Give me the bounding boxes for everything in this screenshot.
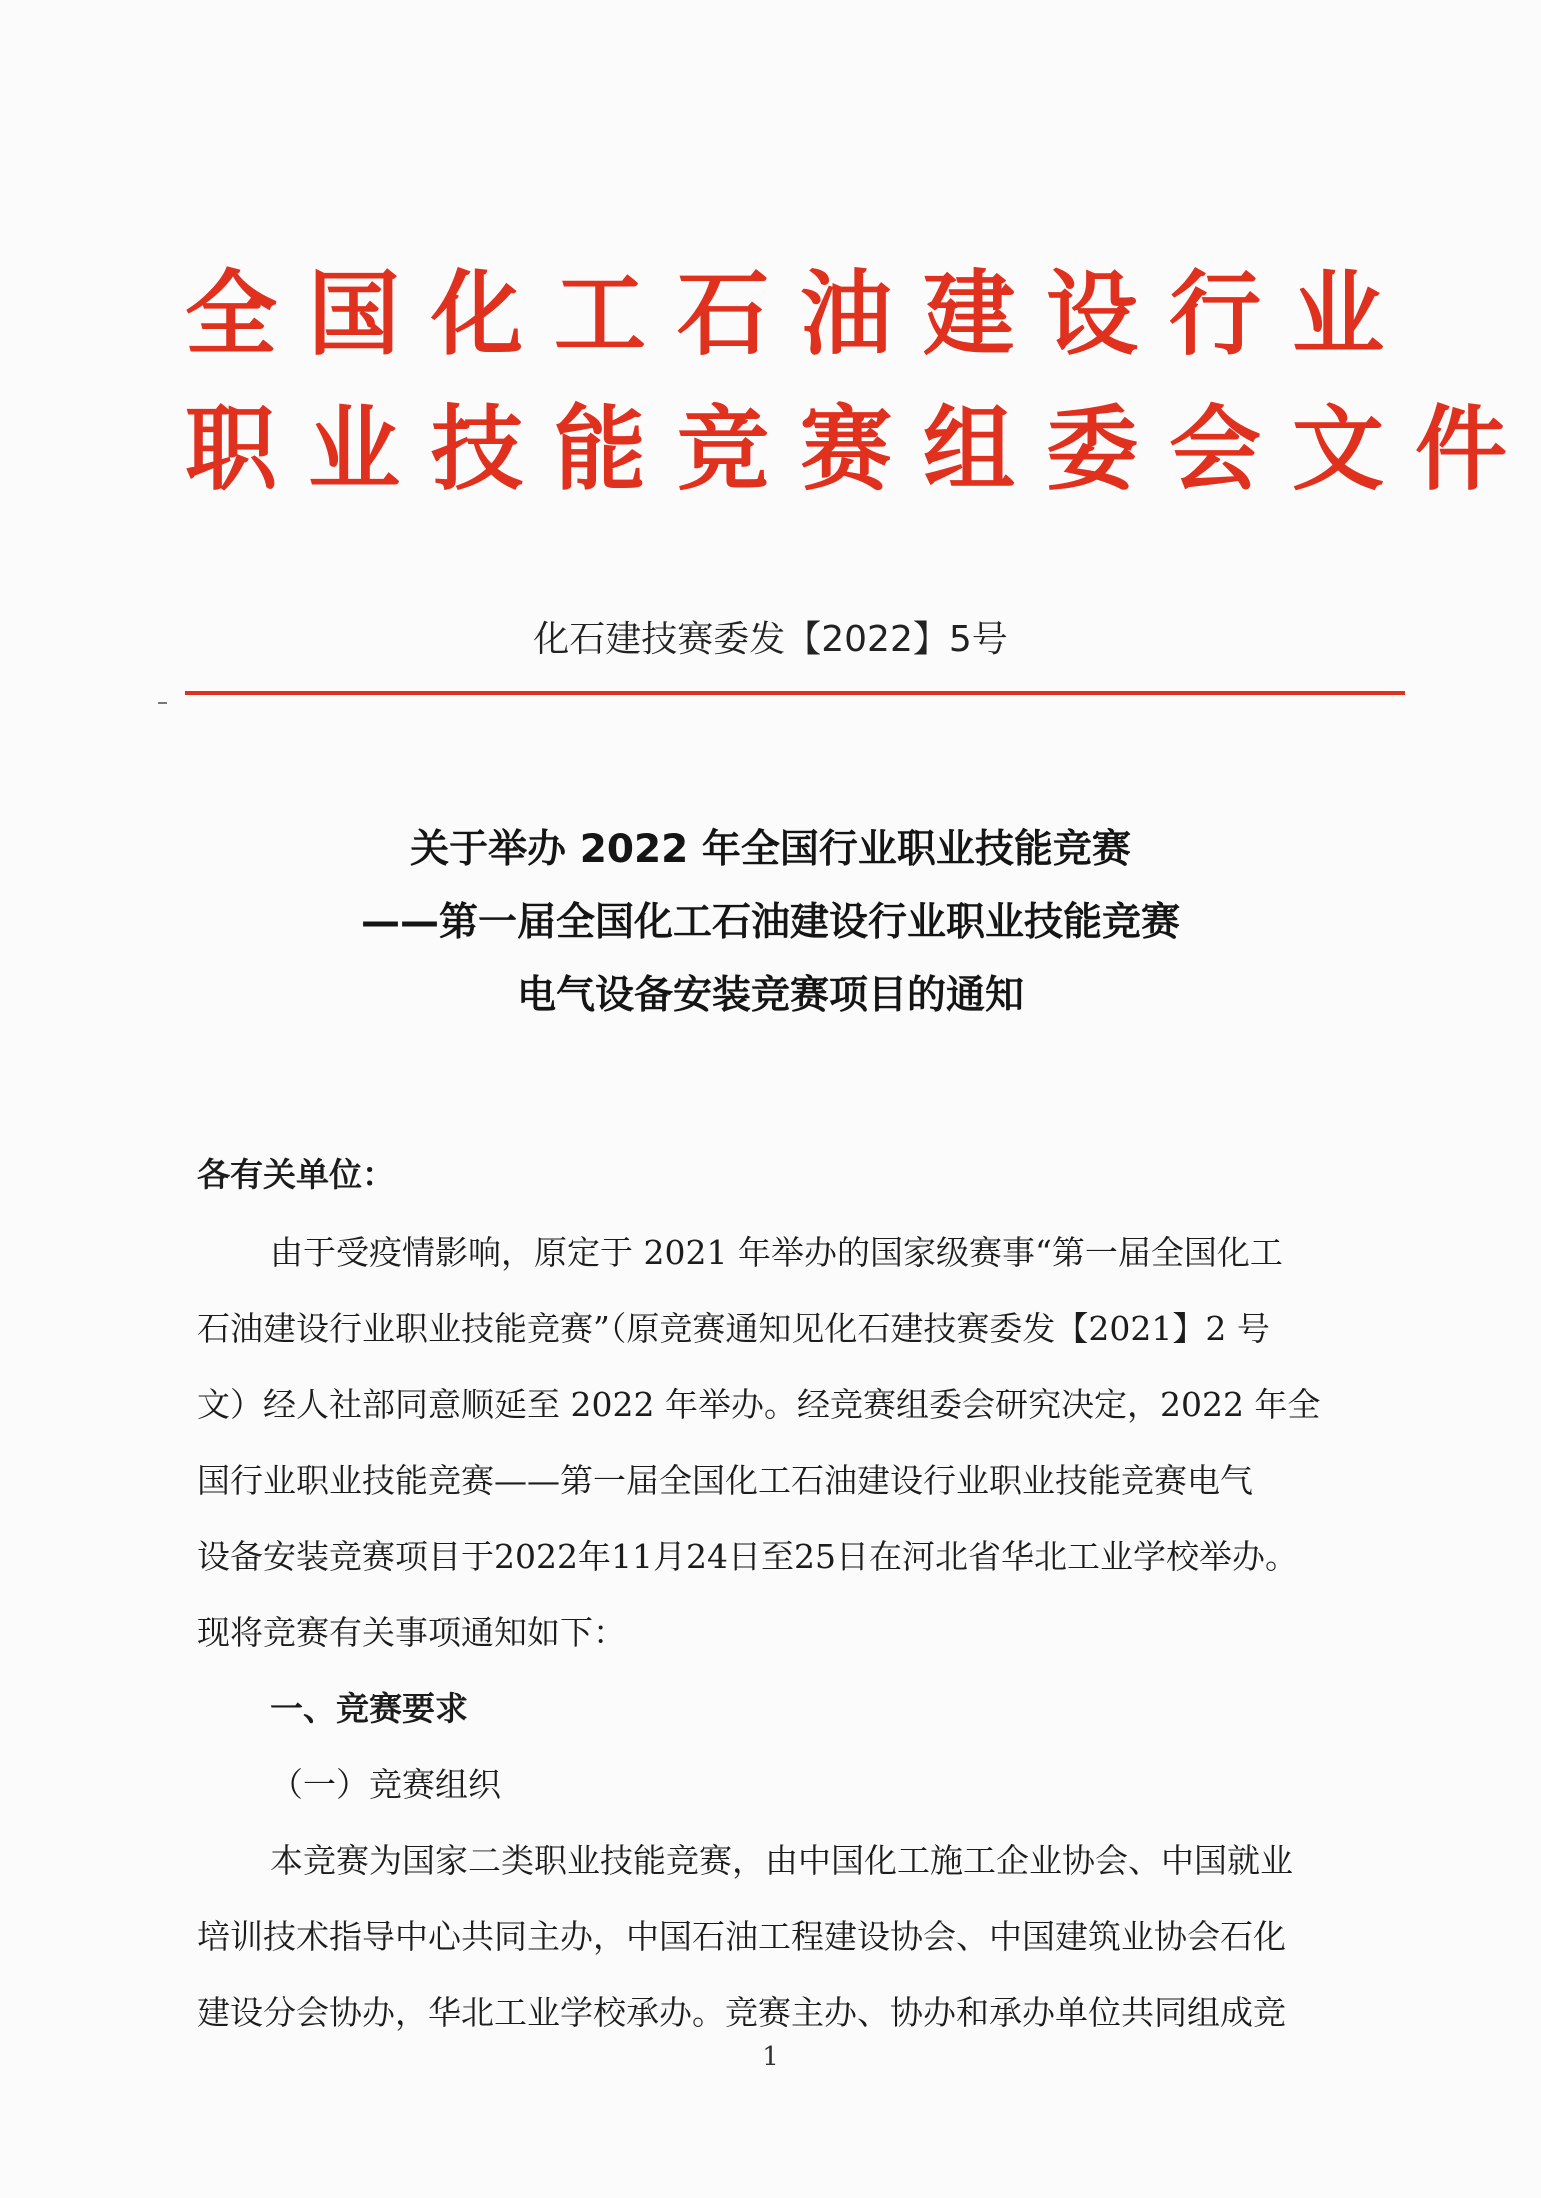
document-number: 化石建技赛委发【2022】5号 <box>533 619 1008 660</box>
page-number: 1 <box>762 2042 779 2072</box>
org-header-line-2: 职业技能竞赛组委会文件 <box>185 396 1539 503</box>
body-line: 石油建设行业职业技能竞赛”（原竞赛通知见化石建技赛委发【2021】2 号 <box>197 1309 1270 1348</box>
body-line: 设备安装竞赛项目于2022年11月24日至25日在河北省华北工业学校举办。 <box>197 1537 1298 1576</box>
salutation: 各有关单位： <box>197 1155 395 1194</box>
body-line: 文）经人社部同意顺延至 2022 年举办。经竞赛组委会研究决定，2022 年全 <box>197 1385 1321 1424</box>
body-line: 培训技术指导中心共同主办，中国石油工程建设协会、中国建筑业协会石化 <box>197 1917 1286 1956</box>
body-line: 建设分会协办，华北工业学校承办。竞赛主办、协办和承办单位共同组成竞 <box>197 1993 1286 2032</box>
section-heading: 一、竞赛要求 <box>270 1689 468 1728</box>
body-line: 本竞赛为国家二类职业技能竞赛，由中国化工施工企业协会、中国就业 <box>270 1841 1293 1880</box>
body-line: 由于受疫情影响，原定于 2021 年举办的国家级赛事“第一届全国化工 <box>270 1233 1283 1272</box>
notice-title-line-1: 关于举办 2022 年全国行业职业技能竞赛 <box>410 827 1131 872</box>
red-divider <box>185 691 1405 695</box>
scan-mark <box>158 702 167 704</box>
body-line: 国行业职业技能竞赛——第一届全国化工石油建设行业职业技能竞赛电气 <box>197 1461 1253 1500</box>
notice-title-line-2: ——第一届全国化工石油建设行业职业技能竞赛 <box>360 900 1180 945</box>
body-line: 现将竞赛有关事项通知如下： <box>197 1613 626 1652</box>
notice-title-line-3: 电气设备安装竞赛项目的通知 <box>516 973 1024 1018</box>
subsection-heading: （一）竞赛组织 <box>270 1765 501 1804</box>
org-header-line-1: 全国化工石油建设行业 <box>185 261 1416 368</box>
